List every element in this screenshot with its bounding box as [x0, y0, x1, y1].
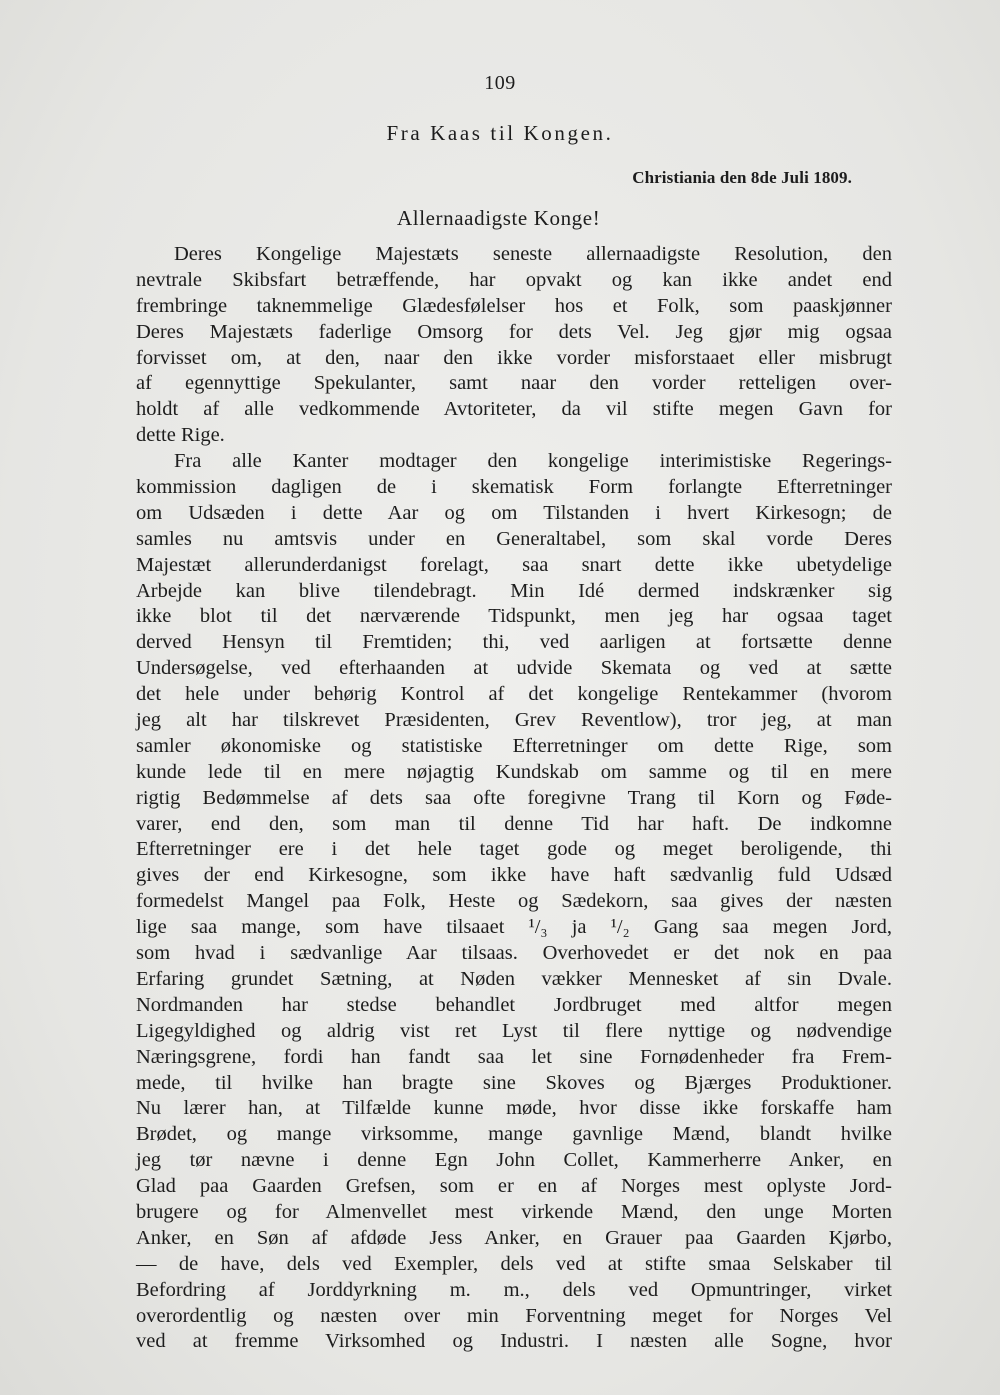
text-line: frembringe taknemmelige Glædesfølelser hos et Folk, som paaskjønner — [136, 294, 892, 317]
text-line: holdt af alle vedkommende Avtoriteter, da vil stifte megen Gavn for — [136, 398, 892, 421]
text-line: samles nu amtsvis under en Generaltabel, som skal vorde Deres — [136, 527, 892, 550]
text-line: Erfaring grundet Sætning, at Nøden vækker Mennesket af sin Dvale. — [136, 967, 892, 990]
text-line: derved Hensyn til Fremtiden; thi, ved aarligen at fortsætte denne — [136, 631, 892, 654]
text-line: ved at fremme Virksomhed og Industri. I næsten alle Sogne, hvor — [136, 1330, 892, 1353]
page-number: 109 — [484, 72, 516, 94]
text-line: jeg tør nævne i denne Egn John Collet, Kammerherre Anker, en — [136, 1149, 892, 1172]
text-line: kommission dagligen de i skematisk Form forlangte Efterretninger — [136, 476, 892, 499]
text-line: mede, til hvilke han bragte sine Skoves og Bjærges Produktioner. — [136, 1071, 892, 1094]
text-line: Fra alle Kanter modtager den kongelige interimistiske Regerings- — [174, 450, 892, 473]
text-line: Brødet, og mange virksomme, mange gavnlige Mænd, blandt hvilke — [136, 1123, 892, 1146]
text-line: som hvad i sædvanlige Aar tilsaas. Overhovedet er det nok en paa — [136, 942, 892, 965]
text-line: jeg alt har tilskrevet Præsidenten, Grev Reventlow), tror jeg, at man — [136, 709, 892, 732]
text-line: Næringsgrene, fordi han fandt saa let sine Fornødenheder fra Frem- — [136, 1045, 892, 1068]
text-line: det hele under behørig Kontrol af det kongelige Rentekammer (hvorom — [136, 683, 892, 706]
text-line: nevtrale Skibsfart betræffende, har opvakt og kan ikke andet end — [136, 268, 892, 291]
text-line: lige saa mange, som have tilsaaet ¹/₃ ja ¹/₂ Gang saa megen Jord, — [136, 916, 892, 939]
text-line: varer, end den, som man til denne Tid har haft. De indkomne — [136, 812, 892, 835]
text-line: overordentlig og næsten over min Forventning meget for Norges Vel — [136, 1304, 892, 1327]
text-line: brugere og for Almenvellet mest virkende Mænd, den unge Morten — [136, 1200, 892, 1223]
text-line: Undersøgelse, ved efterhaanden at udvide Skemata og ved at sætte — [136, 657, 892, 680]
text-line: rigtig Bedømmelse af dets saa ofte foregivne Trang til Korn og Føde- — [136, 786, 892, 809]
text-line: Glad paa Gaarden Grefsen, som er en af Norges mest oplyste Jord- — [136, 1175, 892, 1198]
text-line: Deres Kongelige Majestæts seneste allernaadigste Resolution, den — [174, 243, 892, 265]
text-line: kunde lede til en mere nøjagtig Kundskab om samme og til en mere — [136, 760, 892, 783]
text-line: ikke blot til det nærværende Tidspunkt, men jeg har ogsaa taget — [136, 605, 892, 628]
letter-heading: Fra Kaas til Kongen. — [386, 121, 614, 145]
letter-dateline: Christiania den 8de Juli 1809. — [632, 168, 852, 187]
text-line: om Udsæden i dette Aar og om Tilstanden i hvert Kirkesogn; de — [136, 501, 892, 524]
text-line: Arbejde kan blive tilendebragt. Min Idé dermed indskrænker sig — [136, 579, 892, 602]
text-line: Ligegyldighed og aldrig vist ret Lyst til flere nyttige og nødvendige — [136, 1019, 892, 1042]
text-line: Deres Majestæts faderlige Omsorg for dets Vel. Jeg gjør mig ogsaa — [136, 320, 892, 343]
text-line: dette Rige. — [136, 424, 225, 447]
text-line: Anker, en Søn af afdøde Jess Anker, en Grauer paa Gaarden Kjørbo, — [136, 1226, 892, 1249]
text-line: Majestæt allerunderdanigst forelagt, saa snart dette ikke ubetydelige — [136, 553, 892, 576]
text-line: Nu lærer han, at Tilfælde kunne møde, hvor disse ikke forskaffe ham — [136, 1097, 892, 1120]
letter-salutation: Allernaadigste Konge! — [397, 206, 601, 230]
text-line: forvisset om, at den, naar den ikke vorder misforstaaet eller misbrugt — [136, 346, 892, 369]
text-line: — de have, dels ved Exempler, dels ved at stifte smaa Selskaber til — [136, 1252, 892, 1275]
text-line: Efterretninger ere i det hele taget gode og meget beroligende, thi — [136, 838, 892, 861]
letter-body — [136, 242, 892, 1355]
text-line: Nordmanden har stedse behandlet Jordbruget med altfor megen — [136, 993, 892, 1016]
text-line: samler økonomiske og statistiske Efterretninger om dette Rige, som — [136, 734, 892, 757]
text-line: af egennyttige Spekulanter, samt naar den vorder retteligen over- — [136, 372, 892, 395]
text-line: gives der end Kirkesogne, som ikke have haft sædvanlig fuld Udsæd — [136, 864, 892, 887]
text-line: Befordring af Jorddyrkning m. m., dels ved Opmuntringer, virket — [136, 1278, 892, 1301]
text-line: formedelst Mangel paa Folk, Heste og Sædekorn, saa gives der næsten — [136, 890, 892, 913]
